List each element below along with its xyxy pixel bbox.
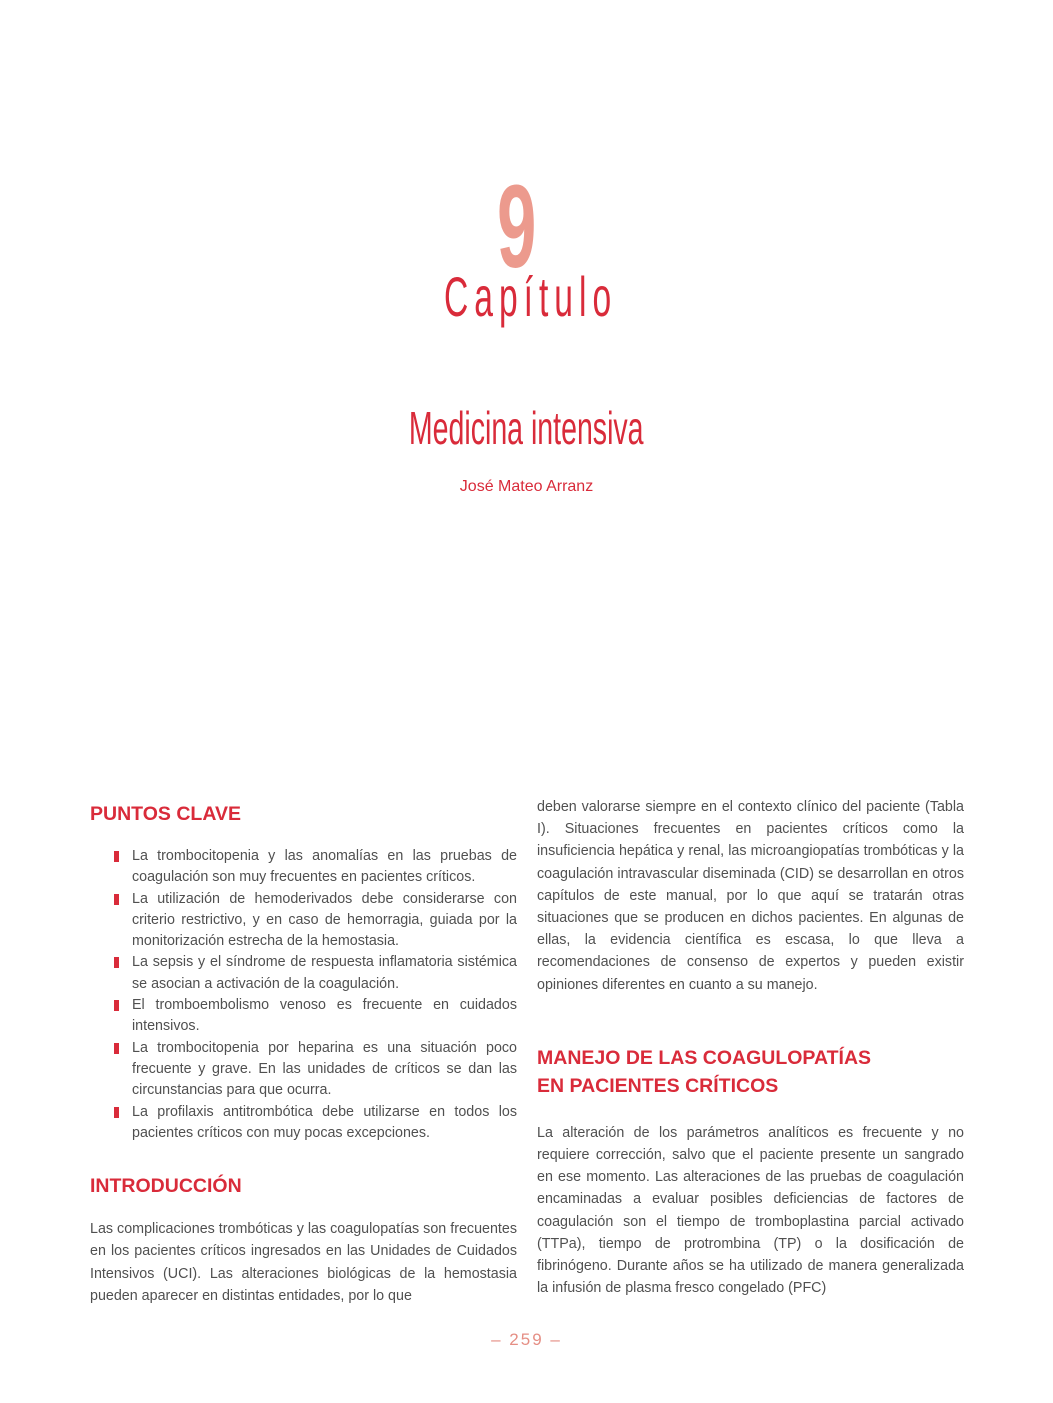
key-points-list bbox=[90, 846, 517, 1144]
key-point-text: La trombocitopenia y las anomalías en las pruebas de coagulación son muy frecuentes en pacientes críticos. bbox=[132, 848, 517, 886]
key-point-text: La sepsis y el síndrome de respuesta inflamatoria sistémica se asocian a activación de la coagulación. bbox=[132, 954, 517, 992]
key-point bbox=[132, 995, 517, 1038]
manejo-heading bbox=[537, 1044, 964, 1100]
bullet-marker bbox=[114, 957, 119, 968]
key-point bbox=[132, 952, 517, 995]
key-point bbox=[132, 889, 517, 953]
key-point bbox=[132, 1038, 517, 1102]
bullet-marker bbox=[114, 1107, 119, 1118]
key-point bbox=[132, 1102, 517, 1145]
author: José Mateo Arranz bbox=[459, 478, 594, 495]
key-point bbox=[132, 846, 517, 889]
introduccion-heading: INTRODUCCIÓN bbox=[90, 1175, 242, 1198]
manejo-text: La alteración de los parámetros analíticos es frecuente y no requiere corrección, salvo que el paciente presente un sangrado en ese momento. Las alteraciones de las pruebas de coagulación encaminadas a evaluar posibles deficiencias de factores de coagulación son el tiempo de tromboplastina parcial activado (TTPa), tiempo de protrombina (TP) o la dosificación de fibrinógeno. Durante años se ha utilizado de manera generalizada la infusión de plasma fresco congelado (PFC) bbox=[537, 1124, 964, 1297]
manejo-heading-line1: MANEJO DE LAS COAGULOPATÍAS bbox=[537, 1046, 872, 1069]
key-point-text: La profilaxis antitrombótica debe utilizarse en todos los pacientes críticos con muy pocas excepciones. bbox=[132, 1103, 517, 1141]
introduccion-text: Las complicaciones trombóticas y las coagulopatías son frecuentes en los pacientes críticos ingresados en las Unidades de Cuidados Intensivos (UCI). Las alteraciones biológicas de la hemostasia pueden aparecer en distintas entidades, por lo que bbox=[90, 1221, 517, 1304]
page-number: – 259 – bbox=[491, 1330, 562, 1349]
bullet-marker bbox=[114, 851, 119, 862]
chapter-number: 9 bbox=[497, 161, 537, 293]
chapter-title-text: Medicina intensiva bbox=[409, 402, 644, 454]
chapter-label: Capítulo bbox=[444, 265, 618, 328]
key-point-text: La trombocitopenia por heparina es una situación poco frecuente y grave. En las unidades de críticos se dan las circunstancias para que ocurra. bbox=[132, 1039, 517, 1099]
bullet-marker bbox=[114, 1043, 119, 1054]
bullet-marker bbox=[114, 1000, 119, 1011]
right-column bbox=[537, 796, 964, 1299]
left-column bbox=[90, 800, 517, 1307]
key-point-text: La utilización de hemoderivados debe considerarse con criterio restrictivo, y en caso de hemorragia, guiada por la monitorización estrecha de la hemostasia. bbox=[132, 890, 517, 950]
manejo-heading-line2: EN PACIENTES CRÍTICOS bbox=[537, 1074, 779, 1097]
bullet-marker bbox=[114, 894, 119, 905]
puntos-clave-heading: PUNTOS CLAVE bbox=[90, 803, 241, 825]
key-point-text: El tromboembolismo venoso es frecuente en cuidados intensivos. bbox=[132, 997, 517, 1035]
continuation-text: deben valorarse siempre en el contexto clínico del paciente (Tabla I). Situaciones frecuentes en pacientes críticos como la insuficiencia hepática y renal, las microangiopatías trombóticas y la coagulación intravascular diseminada (CID) se desarrollan en otros capítulos de este manual, por lo que aquí se tratarán otras situaciones que se producen en dichos pacientes. En algunas de ellas, la evidencia científica es escasa, lo que lleva a recomendaciones de consenso de expertos y pueden existir opiniones diferentes en cuanto a su manejo. bbox=[537, 799, 964, 993]
chapter-title bbox=[0, 398, 1053, 458]
